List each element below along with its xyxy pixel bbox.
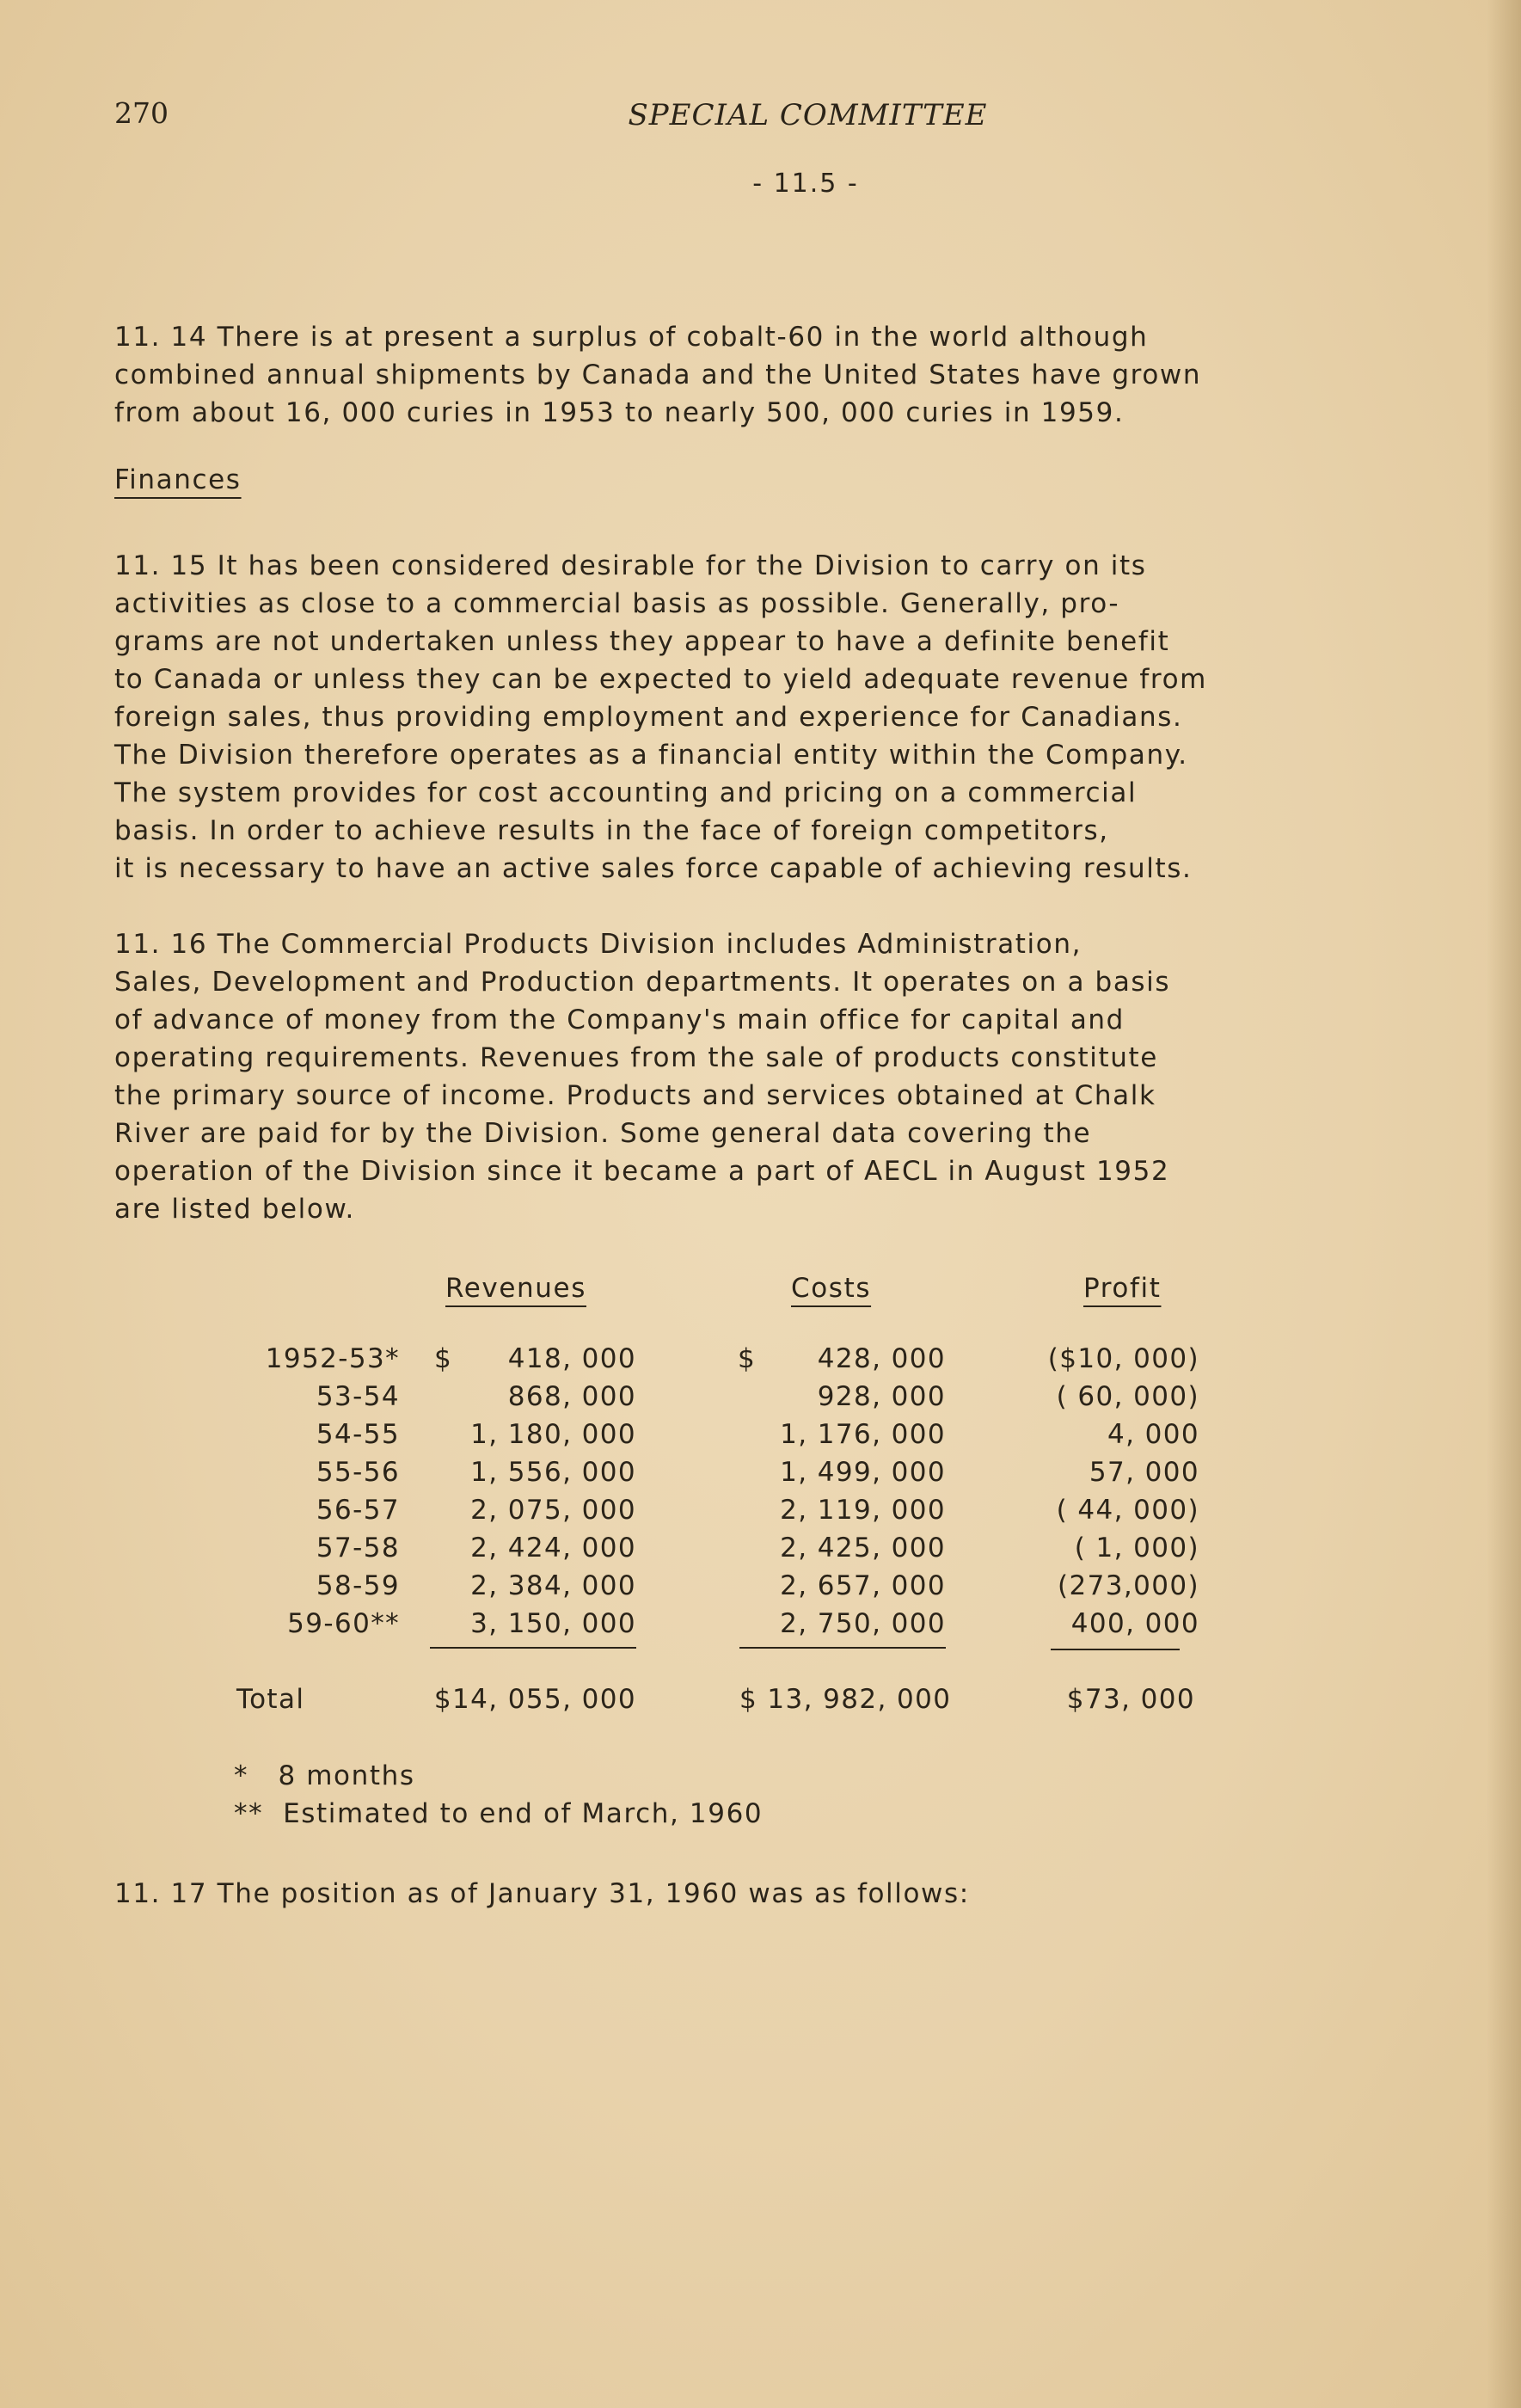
profit-cell: ( 1, 000) (1074, 1533, 1199, 1563)
text-line: of advance of money from the Company's main office for capital and (114, 1004, 1125, 1035)
revenue-cell: 868, 000 (507, 1381, 636, 1412)
cost-cell: 1, 176, 000 (780, 1419, 946, 1450)
profit-cell: 57, 000 (1089, 1457, 1199, 1488)
table-row (0, 1381, 1521, 1419)
table-row (0, 1343, 1521, 1381)
revenue-cell: 3, 150, 000 (470, 1608, 636, 1639)
text-line: 11. 15 It has been considered desirable for the Division to carry on its (114, 550, 1147, 581)
year-cell: 56-57 (316, 1495, 400, 1526)
profit-cell: ( 44, 000) (1056, 1495, 1199, 1526)
text-line: from about 16, 000 curies in 1953 to nearly 500, 000 curies in 1959. (114, 397, 1125, 428)
text-line: The system provides for cost accounting and pricing on a commercial (114, 777, 1138, 808)
cost-cell: 1, 499, 000 (780, 1457, 946, 1488)
text-line: combined annual shipments by Canada and the United States have grown (114, 359, 1202, 390)
revenue-cell: 418, 000 (507, 1343, 636, 1374)
revenue-cell: 1, 180, 000 (470, 1419, 636, 1450)
profit-cell: ( 60, 000) (1056, 1381, 1199, 1412)
section-number: - 11.5 - (752, 169, 859, 199)
currency-symbol: $ (434, 1343, 453, 1374)
column-header-profit: Profit (1083, 1273, 1162, 1304)
table-row (0, 1495, 1521, 1533)
year-cell: 1952-53* (265, 1343, 400, 1374)
table-row (0, 1457, 1521, 1495)
revenue-cell: 2, 424, 000 (470, 1533, 636, 1563)
total-profit: $73, 000 (1066, 1684, 1195, 1715)
text-line: 11. 14 There is at present a surplus of cobalt-60 in the world although (114, 322, 1149, 353)
year-cell: 57-58 (316, 1533, 400, 1563)
footnote-single-asterisk: * 8 months (234, 1760, 415, 1791)
cost-cell: 2, 750, 000 (780, 1608, 946, 1639)
year-cell: 54-55 (316, 1419, 400, 1450)
currency-symbol: $ (738, 1343, 757, 1374)
profit-cell: (273,000) (1058, 1570, 1199, 1601)
text-line: The Division therefore operates as a financial entity within the Company. (114, 740, 1188, 771)
text-line: the primary source of income. Products and services obtained at Chalk (114, 1080, 1156, 1111)
year-cell: 53-54 (316, 1381, 400, 1412)
text-line: operating requirements. Revenues from the sale of products constitute (114, 1042, 1158, 1073)
cost-cell: 428, 000 (817, 1343, 946, 1374)
page-number: 270 (114, 96, 169, 130)
column-header-revenues: Revenues (445, 1273, 586, 1304)
text-line: operation of the Division since it became a part of AECL in August 1952 (114, 1156, 1170, 1187)
cost-cell: 2, 425, 000 (780, 1533, 946, 1563)
cost-cell: 928, 000 (817, 1381, 946, 1412)
column-header-costs: Costs (791, 1273, 872, 1304)
text-line: foreign sales, thus providing employment and experience for Canadians. (114, 702, 1183, 733)
total-label: Total (236, 1684, 305, 1715)
text-line: to Canada or unless they can be expected to yield adequate revenue from (114, 664, 1207, 695)
footnote-double-asterisk: ** Estimated to end of March, 1960 (234, 1798, 764, 1829)
revenue-sum-rule (430, 1647, 636, 1649)
table-total-row (0, 1684, 1521, 1722)
cost-cell: 2, 119, 000 (780, 1495, 946, 1526)
total-cost: $ 13, 982, 000 (739, 1684, 952, 1715)
year-cell: 59-60** (287, 1608, 400, 1639)
profit-sum-rule (1051, 1649, 1180, 1650)
revenue-cell: 1, 556, 000 (470, 1457, 636, 1488)
table-row (0, 1533, 1521, 1570)
text-line: grams are not undertaken unless they appear to have a definite benefit (114, 626, 1170, 657)
text-line: Sales, Development and Production departments. It operates on a basis (114, 967, 1171, 998)
year-cell: 58-59 (316, 1570, 400, 1601)
table-row (0, 1570, 1521, 1608)
cost-sum-rule (739, 1647, 946, 1649)
text-line: activities as close to a commercial basis as possible. Generally, pro- (114, 588, 1120, 619)
paragraph-11-17: 11. 17 The position as of January 31, 1960 was as follows: (114, 1878, 970, 1909)
page-edge-shadow (1487, 0, 1521, 2408)
finances-heading: Finances (114, 464, 242, 495)
text-line: it is necessary to have an active sales force capable of achieving results. (114, 853, 1193, 884)
year-cell: 55-56 (316, 1457, 400, 1488)
text-line: are listed below. (114, 1194, 356, 1225)
text-line: basis. In order to achieve results in the face of foreign competitors, (114, 815, 1109, 846)
text-line: 11. 16 The Commercial Products Division includes Administration, (114, 929, 1082, 960)
revenue-cell: 2, 384, 000 (470, 1570, 636, 1601)
table-row (0, 1608, 1521, 1646)
profit-cell: ($10, 000) (1047, 1343, 1199, 1374)
running-head: SPECIAL COMMITTEE (628, 98, 988, 132)
table-row (0, 1419, 1521, 1457)
profit-cell: 4, 000 (1107, 1419, 1199, 1450)
text-line: River are paid for by the Division. Some general data covering the (114, 1118, 1092, 1149)
cost-cell: 2, 657, 000 (780, 1570, 946, 1601)
profit-cell: 400, 000 (1070, 1608, 1199, 1639)
total-revenue: $14, 055, 000 (433, 1684, 636, 1715)
revenue-cell: 2, 075, 000 (470, 1495, 636, 1526)
